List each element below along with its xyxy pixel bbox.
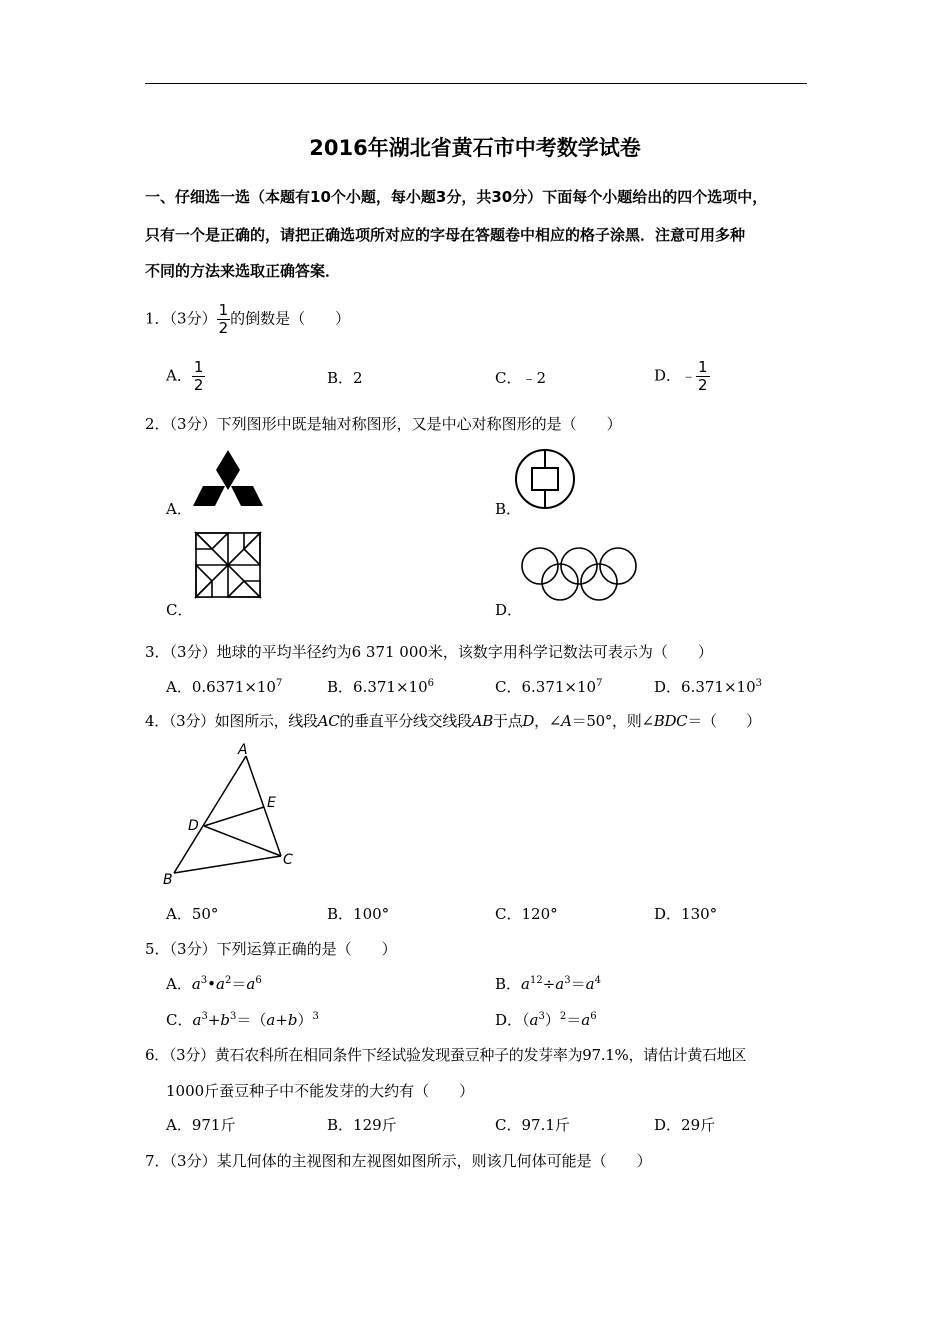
q4-point-c-label: C	[283, 852, 293, 868]
q6-option-c[interactable]: C．97.1斤	[495, 1116, 570, 1134]
question-1	[145, 303, 350, 336]
q6-option-a[interactable]: A．971斤	[166, 1116, 236, 1134]
q4-option-a[interactable]: A．50°	[166, 905, 219, 923]
q4-point-a-label: A	[238, 742, 248, 758]
q1-option-b[interactable]: B．2	[327, 369, 363, 387]
section-instructions-line-2: 只有一个是正确的，请把正确选项所对应的字母在答题卷中相应的格子涂黑．注意可用多种	[145, 226, 746, 244]
q5-option-c[interactable]: C．$a^3+b^3=(a+b)^3$	[166, 1011, 319, 1029]
header-rule	[145, 83, 807, 84]
q1-option-d[interactable]: D．﹣ $\frac{1}{2}$	[654, 358, 708, 394]
question-3: 3．（3分）地球的平均半径约为6 371 000米，该数字用科学记数法可表示为（ ）	[145, 643, 713, 661]
question-4: 4．（3分）如图所示，线段AC的垂直平分线交线段AB于点D，∠A＝50°，则∠BDC＝（ ）	[145, 712, 761, 730]
question-6-line-1: 6．（3分）黄石农科所在相同条件下经试验发现蚕豆种子的发芽率为97.1%，请估计黄石地区	[145, 1046, 747, 1064]
question-6-line-2: 1000斤蚕豆种子中不能发芽的大约有（ ）	[166, 1082, 475, 1100]
q3-option-b[interactable]: B．$6.371\times 10^6$	[327, 678, 434, 696]
q5-option-b[interactable]: B．$a^{12}\div a^3=a^4$	[495, 975, 601, 993]
question-7: 7．（3分）某几何体的主视图和左视图如图所示，则该几何体可能是（ ）	[145, 1152, 652, 1170]
q4-option-d[interactable]: D．130°	[654, 905, 718, 923]
q2-option-c-figure	[194, 530, 264, 600]
q4-point-d-label: D	[188, 818, 199, 834]
q2-option-d-figure	[520, 545, 640, 603]
page-title: 2016年湖北省黄石市中考数学试卷	[309, 136, 641, 160]
q2-option-a-label[interactable]: A．	[166, 500, 192, 518]
q2-option-d-label[interactable]: D．	[495, 601, 523, 619]
question-2: 2．（3分）下列图形中既是轴对称图形，又是中心对称图形的是（ ）	[145, 415, 622, 433]
q4-triangle-figure	[160, 740, 300, 890]
q2-option-c-label[interactable]: C．	[166, 601, 193, 619]
q1-number: 1．（3分）	[145, 309, 217, 328]
q4-option-c[interactable]: C．120°	[495, 905, 558, 923]
q6-option-b[interactable]: B．129斤	[327, 1116, 397, 1134]
q2-option-b-label[interactable]: B．	[495, 500, 522, 518]
section-instructions-line-1: 一、仔细选一选（本题有10个小题，每小题3分，共30分）下面每个小题给出的四个选项中，	[145, 188, 768, 206]
q4-point-e-label: E	[267, 795, 276, 811]
q1-fraction: $\frac{1}{2}$	[218, 301, 229, 337]
q5-option-d[interactable]: D．$(a^3)^2=a^6$	[495, 1011, 597, 1029]
q4-point-b-label: B	[163, 872, 173, 888]
question-5: 5．（3分）下列运算正确的是（ ）	[145, 940, 397, 958]
q1-option-c[interactable]: C．﹣2	[495, 369, 547, 387]
q3-option-c[interactable]: C．$6.371\times 10^7$	[495, 678, 603, 696]
section-instructions-line-3: 不同的方法来选取正确答案．	[145, 262, 341, 280]
q5-option-a[interactable]: A．$a^3•a^2=a^6$	[166, 975, 262, 993]
q1-option-a[interactable]: A． $\frac{1}{2}$	[166, 358, 204, 394]
q6-option-d[interactable]: D．29斤	[654, 1116, 716, 1134]
q2-option-b-figure	[514, 448, 576, 510]
q3-option-d[interactable]: D．$6.371\times 10^3$	[654, 678, 762, 696]
q2-option-a-figure	[193, 450, 263, 510]
q3-option-a[interactable]: A．$0.6371\times 10^7$	[166, 678, 283, 696]
q4-option-b[interactable]: B．100°	[327, 905, 390, 923]
q1-stem: 的倒数是（ ）	[230, 309, 351, 328]
